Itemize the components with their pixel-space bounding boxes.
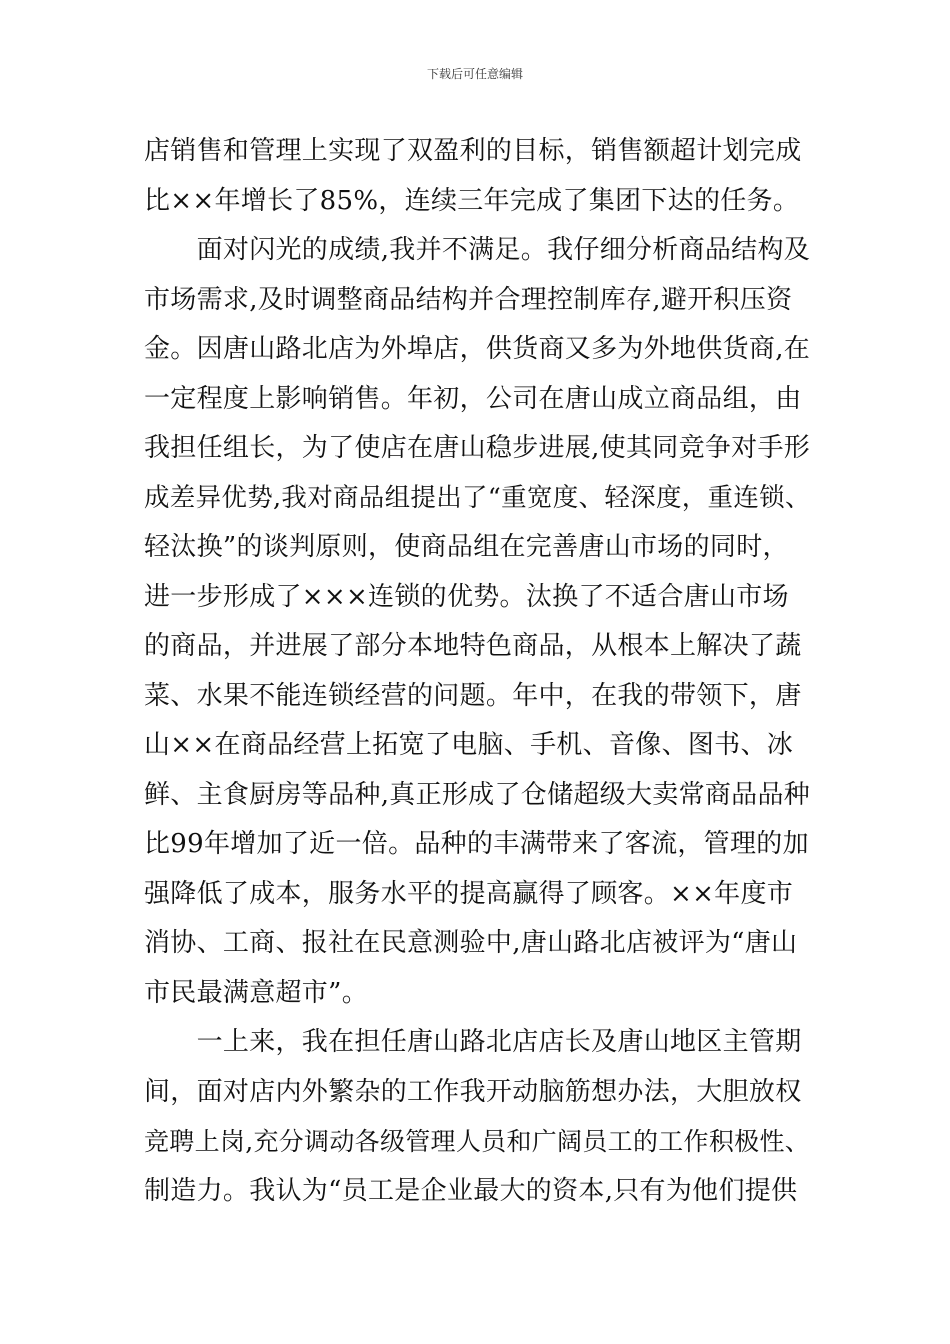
text-line: 比××年增长了85%，连续三年完成了集团下达的任务。 bbox=[144, 185, 800, 216]
text-line: 消协、工商、报社在民意测验中,唐山路北店被评为“唐山 bbox=[144, 928, 798, 958]
body-text bbox=[144, 127, 820, 1216]
text-line: 进一步形成了×××连锁的优势。汰换了不适合唐山市场 bbox=[144, 581, 789, 612]
text-line: 制造力。我认为“员工是企业最大的资本,只有为他们提供 bbox=[144, 1175, 798, 1206]
text-line: 菜、水果不能连锁经营的问题。年中，在我的带领下，唐 bbox=[144, 680, 802, 711]
text-line: 市场需求,及时调整商品结构并合理控制库存,避开积压资 bbox=[144, 284, 793, 315]
text-line: 强降低了成本，服务水平的提高赢得了顾客。××年度市 bbox=[144, 878, 794, 909]
text-line: 成差异优势,我对商品组提出了“重宽度、轻深度，重连锁、 bbox=[144, 482, 811, 513]
text-line: 山××在商品经营上拓宽了电脑、手机、音像、图书、冰 bbox=[144, 730, 794, 760]
text-line: 竞聘上岗,充分调动各级管理人员和广阔员工的工作积极性、 bbox=[144, 1127, 811, 1156]
text-line: 一上来，我在担任唐山路北店店长及唐山地区主管期 bbox=[144, 1027, 802, 1057]
text-line: 我担任组长，为了使店在唐山稳步进展,使其同竞争对手形 bbox=[144, 433, 811, 463]
text-line: 轻汰换”的谈判原则，使商品组在完善唐山市场的同时， bbox=[144, 532, 789, 562]
page-header: 下载后可任意编辑 bbox=[426, 67, 523, 81]
text-line: 鲜、主食厨房等品种,真正形成了仓储超级大卖常商品品种 bbox=[144, 779, 811, 810]
text-line: 比99年增加了近一倍。品种的丰满带来了客流，管理的加 bbox=[144, 829, 809, 859]
text-line: 面对闪光的成绩,我并不满足。我仔细分析商品结构及 bbox=[144, 235, 811, 265]
text-line: 间，面对店内外繁杂的工作我开动脑筋想办法，大胆放权 bbox=[144, 1076, 802, 1107]
text-line: 店销售和管理上实现了双盈利的目标，销售额超计划完成 bbox=[144, 136, 802, 166]
text-line: 的商品，并进展了部分本地特色商品，从根本上解决了蔬 bbox=[144, 631, 802, 661]
text-line: 金。因唐山路北店为外埠店，供货商又多为外地供货商,在 bbox=[144, 334, 811, 364]
text-line: 一定程度上影响销售。年初，公司在唐山成立商品组，由 bbox=[144, 383, 802, 414]
text-line: 市民最满意超市”。 bbox=[144, 977, 368, 1008]
